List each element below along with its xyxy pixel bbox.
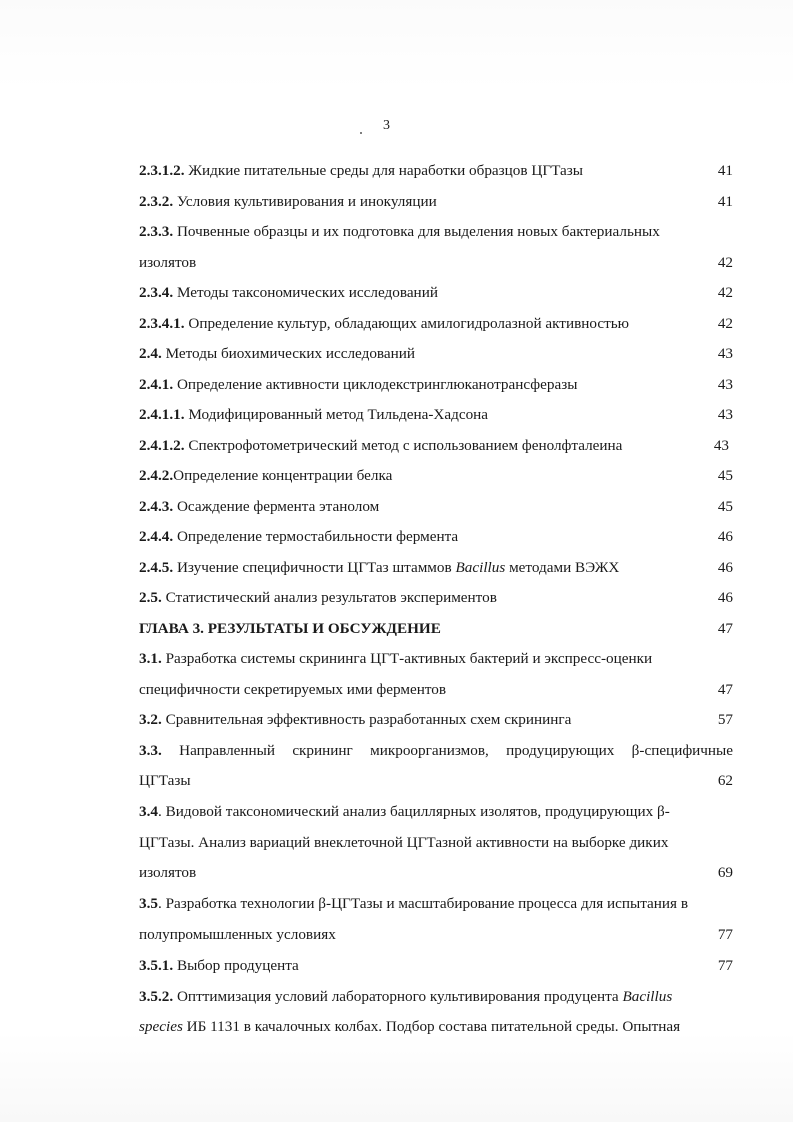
toc-entry-page: 57	[717, 711, 733, 728]
toc-entry-title: Статистический анализ результатов экспериментов	[165, 589, 497, 606]
toc-entry-number: 3.2.	[139, 711, 162, 728]
toc-entry-page: 77	[717, 957, 733, 974]
toc-entry-number: 2.3.4.	[139, 284, 174, 301]
toc-entry-number: 3.5	[139, 895, 158, 912]
toc-entry-number: 2.3.2.	[139, 193, 174, 210]
toc-entry-number: 2.4.1.2.	[139, 437, 185, 454]
toc-entry	[139, 558, 733, 578]
toc-entry-title: Условия культивирования и инокуляции	[176, 193, 437, 210]
toc-entry-page: 41	[717, 162, 733, 179]
toc-entry	[139, 192, 733, 212]
toc-entry	[139, 802, 733, 822]
toc-entry-page: 42	[717, 284, 733, 301]
toc-entry-page: 46	[717, 528, 733, 545]
toc-entry-continuation	[139, 863, 733, 883]
toc-entry	[139, 466, 733, 486]
toc-entry-title: Почвенные образцы и их подготовка для выделения новых бактериальных	[176, 223, 660, 240]
toc-entry-title: Определение концентрации белка	[173, 467, 393, 484]
toc-entry-number: 3.1.	[139, 650, 162, 667]
toc-entry-title-italic: species	[139, 1018, 183, 1035]
toc-entry-page: 46	[717, 559, 733, 576]
toc-entry-title: Определение активности циклодекстринглюканотрансферазы	[176, 376, 578, 393]
toc-entry	[139, 283, 733, 303]
toc-entry	[139, 314, 733, 334]
toc-entry	[139, 222, 733, 242]
toc-entry	[139, 161, 733, 181]
toc-entry	[139, 527, 733, 547]
toc-entry-number: 2.4.4.	[139, 528, 174, 545]
toc-entry-number: 2.4.2.	[139, 467, 174, 484]
toc-entry-title: Осаждение фермента этанолом	[176, 498, 380, 515]
toc-entry-title: ИБ 1131 в качалочных колбах. Подбор состава питательной среды. Опытная	[186, 1018, 681, 1035]
toc-entry-title: . Видовой таксономический анализ бациллярных изолятов, продуцирующих β-	[157, 803, 670, 820]
toc-chapter-title: ГЛАВА 3. РЕЗУЛЬТАТЫ И ОБСУЖДЕНИЕ	[139, 620, 441, 637]
toc-entry-page: 46	[717, 589, 733, 606]
toc-entry-number: 2.5.	[139, 589, 162, 606]
toc-entry-continuation	[139, 680, 733, 700]
toc-entry-page: 47	[717, 620, 733, 637]
toc-entry-page: 45	[717, 498, 733, 515]
toc-entry-title-italic: Bacillus	[622, 988, 673, 1005]
toc-entry-number: 3.4	[139, 803, 158, 820]
toc-entry-title: специфичности секретируемых ими ферментов	[139, 681, 447, 698]
toc-entry-continuation	[139, 1017, 733, 1037]
toc-entry	[139, 956, 733, 976]
toc-entry-title: изолятов	[139, 254, 197, 271]
toc-entry-title: . Разработка технологии β-ЦГТазы и масштабирование процесса для испытания в	[157, 895, 689, 912]
toc-entry-title: Определение культур, обладающих амилогидролазной активностью	[188, 315, 629, 332]
toc-entry-page: 77	[717, 926, 733, 943]
toc-entry-number: 3.5.1.	[139, 957, 174, 974]
toc-entry-page: 43	[713, 437, 729, 454]
toc-entry	[139, 497, 733, 517]
toc-entry-page: 47	[717, 681, 733, 698]
toc-entry-page: 62	[717, 772, 733, 789]
toc-entry-number: 2.4.3.	[139, 498, 174, 515]
toc-entry-page: 42	[717, 254, 733, 271]
toc-entry-page: 43	[717, 376, 733, 393]
toc-entry-title: Разработка системы скрининга ЦГТ-активных бактерий и экспресс-оценки	[165, 650, 653, 667]
toc-entry-title: Спектрофотометрический метод с использованием фенолфталеина	[188, 437, 623, 454]
toc-chapter-heading	[139, 619, 733, 639]
toc-entry-page: 43	[717, 406, 733, 423]
toc-entry-number: 2.4.1.	[139, 376, 174, 393]
toc-entry-page: 42	[717, 315, 733, 332]
toc-entry-page: 69	[717, 864, 733, 881]
toc-entry-title: Направленный скрининг микроорганизмов, продуцирующих β-специфичные	[179, 742, 733, 759]
toc-entry	[139, 710, 733, 730]
toc-entry	[139, 344, 733, 364]
toc-entry-title: изолятов	[139, 864, 197, 881]
toc-entry-continuation	[139, 253, 733, 273]
toc-entry-page: 41	[717, 193, 733, 210]
toc-entry-continuation	[139, 925, 733, 945]
toc-entry-number: 2.3.4.1.	[139, 315, 185, 332]
toc-entry	[139, 375, 733, 395]
toc-entry-title: Определение термостабильности фермента	[176, 528, 459, 545]
scan-speck	[360, 132, 362, 134]
toc-entry-continuation	[139, 771, 733, 791]
toc-entry-number: 2.4.1.1.	[139, 406, 185, 423]
toc-entry-title: Методы биохимических исследований	[165, 345, 416, 362]
toc-entry	[139, 436, 733, 456]
toc-entry-title: Модифицированный метод Тильдена-Хадсона	[188, 406, 489, 423]
toc-entry	[139, 987, 733, 1007]
toc-entry-title: Выбор продуцента	[176, 957, 299, 974]
toc-entry-number: 2.3.1.2.	[139, 162, 185, 179]
toc-entry-title: методами ВЭЖХ	[509, 559, 620, 576]
toc-entry-title: Изучение специфичности ЦГТаз штаммов	[176, 559, 452, 576]
toc-entry-continuation	[139, 833, 733, 853]
toc-entry	[139, 649, 733, 669]
toc-entry-title: Опттимизация условий лабораторного культивирования продуцента	[176, 988, 619, 1005]
toc-entry-title-italic: Bacillus	[455, 559, 506, 576]
toc-entry-number: 2.4.5.	[139, 559, 174, 576]
toc-entry-title: ЦГТазы	[139, 772, 191, 789]
toc-entry-number: 2.3.3.	[139, 223, 174, 240]
toc-entry-title: Сравнительная эффективность разработанных схем скрининга	[165, 711, 572, 728]
toc-entry-title: полупромышленных условиях	[139, 926, 336, 943]
toc-entry-title: Методы таксономических исследований	[176, 284, 438, 301]
toc-entry-page: 45	[717, 467, 733, 484]
toc-entry-page: 43	[717, 345, 733, 362]
toc-entry	[139, 588, 733, 608]
toc-entry-number: 3.3.	[139, 742, 162, 759]
page-number: 3	[383, 118, 390, 133]
toc-entry-number: 2.4.	[139, 345, 162, 362]
toc-entry	[139, 741, 733, 761]
toc-entry	[139, 405, 733, 425]
toc-entry-title: Жидкие питательные среды для наработки образцов ЦГТазы	[188, 162, 583, 179]
toc-entry	[139, 894, 733, 914]
toc-entry-number: 3.5.2.	[139, 988, 174, 1005]
toc-entry-title: ЦГТазы. Анализ вариаций внеклеточной ЦГТазной активности на выборке диких	[139, 834, 669, 851]
